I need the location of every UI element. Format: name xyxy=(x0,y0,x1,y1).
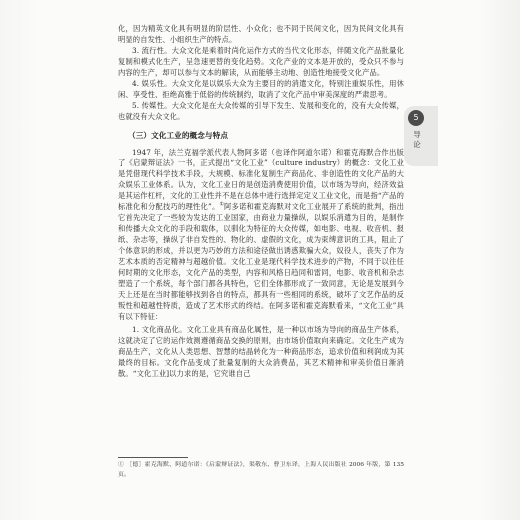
chapter-label: 导论 xyxy=(413,130,421,149)
paragraph-text: 1947 年，法兰克福学派代表人物阿多诺（也译作阿道尔诺）和霍克海默合作出版了《启蒙辩证法》一书，正式提出“文化工业”（culture industry）的概念：文化工业是凭借现代科学技术手段，大规模、标准化复制生产商品化、非创造性的文化产品的大众娱乐工业体系。认为，文化工业日的是创造消费使用价值，以市场为导向，经济效益是其运作杠杆，文化的工业性并不是在总体中进行选择定定义工业文化，而是指“产品的标准化和分配技巧的理性化”。 xyxy=(118,147,404,212)
paragraph: 4. 娱乐性。大众文化是以娱乐大众为主要目的的消遣文化，特别注重娱乐性，用休闲、享受性、拒绝高雅于低俗的传统制约，取消了文化产品中审美深度的严肃思考。 xyxy=(118,78,404,99)
footnote xyxy=(118,461,404,480)
paragraph xyxy=(118,148,404,323)
footnote-reference: ① xyxy=(219,202,225,208)
paragraph: 5. 传媒性。大众文化是在大众传媒的引导下发生、发展和变化的，没有大众传媒，也就没有大众文化。 xyxy=(118,100,404,121)
paragraph-text: 阿多诺和霍克海默对文化工业展开了系统的批判，指出它首先决定了一些较为发达的工业国家，由商业力量操纵，以娱乐消遣为目的，是制作和传播大众文化的手段和载体，以驯化为特征的大众传媒，如电影、电视、收音机、报纸、杂志等，操纵了非自发性的、物化的、虚假的文化，成为束缚意识的工具，阻止了个体意识的形成，并以更为巧妙的方法和途径做出诱惑欺骗大众，奴役人，丧失了作为艺术本质的否定精神与超越价值。文化工业是现代科学技术进步的产物，不同于以往任何时期的文化形态，文化产品的类型，内容和风格日趋同和雷同，电影、收音机和杂志塑造了一个系统，每个部门都各具特色，它们全体都形成了一致同意，无论是发展到今天上还是在当时都能够找到各自的特点，都具有一些相同的系统，破坏了文艺作品的反叛性和超越性特质，造成了艺术形式的终结。在阿多诺和霍克海默看来，“文化工业”具有以下特征： xyxy=(118,202,404,321)
section-heading: （三）文化工业的概念与特点 xyxy=(128,130,229,140)
footnote-mark: ① xyxy=(118,462,125,468)
paragraph: 1. 文化商品化。文化工业具有商品化属性，是一种以市场为导向的商品生产体系，这就决定了它的运作效测遵循商品交换的原则，由市场价值取向来确定。文化生产成为商品生产，文化从人类思想、智慧的结晶转化为一种商品形态，追求价值和利润成为其最终的目标。文化作品变成了批量复制的大众消费品，其艺术精神和审美价值日渐消散。“文化工业]以力求的是，它究谁自己 xyxy=(118,324,404,378)
paragraph: 3. 流行性。大众文化是乘着时尚化运作方式的当代文化形态，伴随文化产品批量化复制和模式化生产，呈急速更替的变化趋势。文化产业的文本是开放的，受众只不参与内容的生产，却可以参与文本的解读，从而能够主动地、创造性地接受文化产品。 xyxy=(118,45,404,77)
body-text xyxy=(118,24,404,380)
paragraph: 化，因为精英文化具有明显的阶层性、小众化；也不同于民间文化，因为民间文化具有明显的自发性、小组织生产的特点。 xyxy=(118,24,404,44)
chapter-number-badge: 5 xyxy=(408,110,424,126)
footnote-text: ［德］霍克海默、阿道尔诺：《启蒙辩证法》，渠敬东、曹卫东译，上海人民出版社 2006 年版，第 135 页。 xyxy=(118,462,404,478)
footnote-divider xyxy=(118,457,188,458)
